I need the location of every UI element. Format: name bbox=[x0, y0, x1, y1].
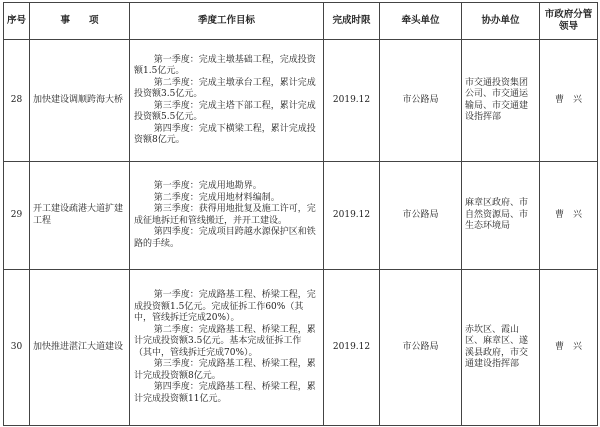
header-item: 事 项 bbox=[30, 3, 130, 40]
goal-q2: 第二季度：完成路基工程、桥梁工程，累计完成投资额3.5亿元。基本完成征拆工作（其中，管线拆迁完成70%）。 bbox=[134, 324, 316, 358]
header-deadline: 完成时限 bbox=[324, 3, 380, 40]
table-row bbox=[4, 270, 598, 426]
row-no: 29 bbox=[4, 162, 30, 270]
row-goals bbox=[130, 40, 324, 162]
row-no: 28 bbox=[4, 40, 30, 162]
row-leader: 曹 兴 bbox=[540, 40, 598, 162]
header-assist: 协办单位 bbox=[462, 3, 540, 40]
row-deadline: 2019.12 bbox=[324, 40, 380, 162]
header-no: 序号 bbox=[4, 3, 30, 40]
row-item: 开工建设疏港大道扩建工程 bbox=[30, 162, 130, 270]
goal-q3: 第三季度：完成主塔下部工程，累计完成投资额5.5亿元。 bbox=[134, 100, 316, 122]
goal-q3: 第三季度：获得用地批复及施工许可，完成征地拆迁和管线搬迁，并开工建设。 bbox=[134, 204, 316, 226]
goal-q1: 第一季度：完成路基工程、桥梁工程，完成投资额1.5亿元。完成征拆工作60%（其中，管线拆迁完成20%）。 bbox=[134, 290, 316, 323]
row-item: 加快推进湛江大道建设 bbox=[30, 270, 130, 426]
work-plan-table bbox=[3, 2, 598, 426]
goal-q1: 第一季度：完成用地勘界。 bbox=[153, 181, 262, 191]
row-assist: 市交通投资集团公司、市交通运输局、市交通建设指挥部 bbox=[462, 40, 540, 162]
row-goals bbox=[130, 270, 324, 426]
row-leader: 曹 兴 bbox=[540, 270, 598, 426]
row-assist: 麻章区政府、市自然资源局、市生态环境局 bbox=[462, 162, 540, 270]
goal-q2: 第二季度：完成用地材料编制。 bbox=[153, 192, 280, 203]
table-row bbox=[4, 40, 598, 162]
header-row bbox=[4, 3, 598, 40]
goal-q4: 第四季度：完成路基工程、桥梁工程，累计完成投资额11亿元。 bbox=[134, 382, 316, 404]
table-row bbox=[4, 162, 598, 270]
row-goals bbox=[130, 162, 324, 270]
goal-q2: 第二季度：完成主墩承台工程，累计完成投资额3.5亿元。 bbox=[134, 77, 316, 99]
goal-q3: 第三季度：完成路基工程、桥梁工程，累计完成投资额8亿元。 bbox=[134, 359, 316, 381]
row-no: 30 bbox=[4, 270, 30, 426]
row-leader: 曹 兴 bbox=[540, 162, 598, 270]
row-lead: 市公路局 bbox=[380, 162, 462, 270]
goal-q1: 第一季度：完成主墩基础工程，完成投资额1.5亿元。 bbox=[134, 54, 316, 76]
header-lead: 牵头单位 bbox=[380, 3, 462, 40]
row-lead: 市公路局 bbox=[380, 40, 462, 162]
header-goals: 季度工作目标 bbox=[130, 3, 324, 40]
row-deadline: 2019.12 bbox=[324, 162, 380, 270]
goal-q4: 第四季度：完成下横梁工程，累计完成投资额8亿元。 bbox=[134, 123, 316, 145]
header-leader: 市政府分管领导 bbox=[540, 3, 598, 40]
row-item: 加快建设调顺跨海大桥 bbox=[30, 40, 130, 162]
row-assist: 赤坎区、霞山区、麻章区、遂溪县政府，市交通建设指挥部 bbox=[462, 270, 540, 426]
row-lead: 市公路局 bbox=[380, 270, 462, 426]
row-deadline: 2019.12 bbox=[324, 270, 380, 426]
goal-q4: 第四季度：完成项目跨越水源保护区和铁路的手续。 bbox=[134, 227, 316, 249]
